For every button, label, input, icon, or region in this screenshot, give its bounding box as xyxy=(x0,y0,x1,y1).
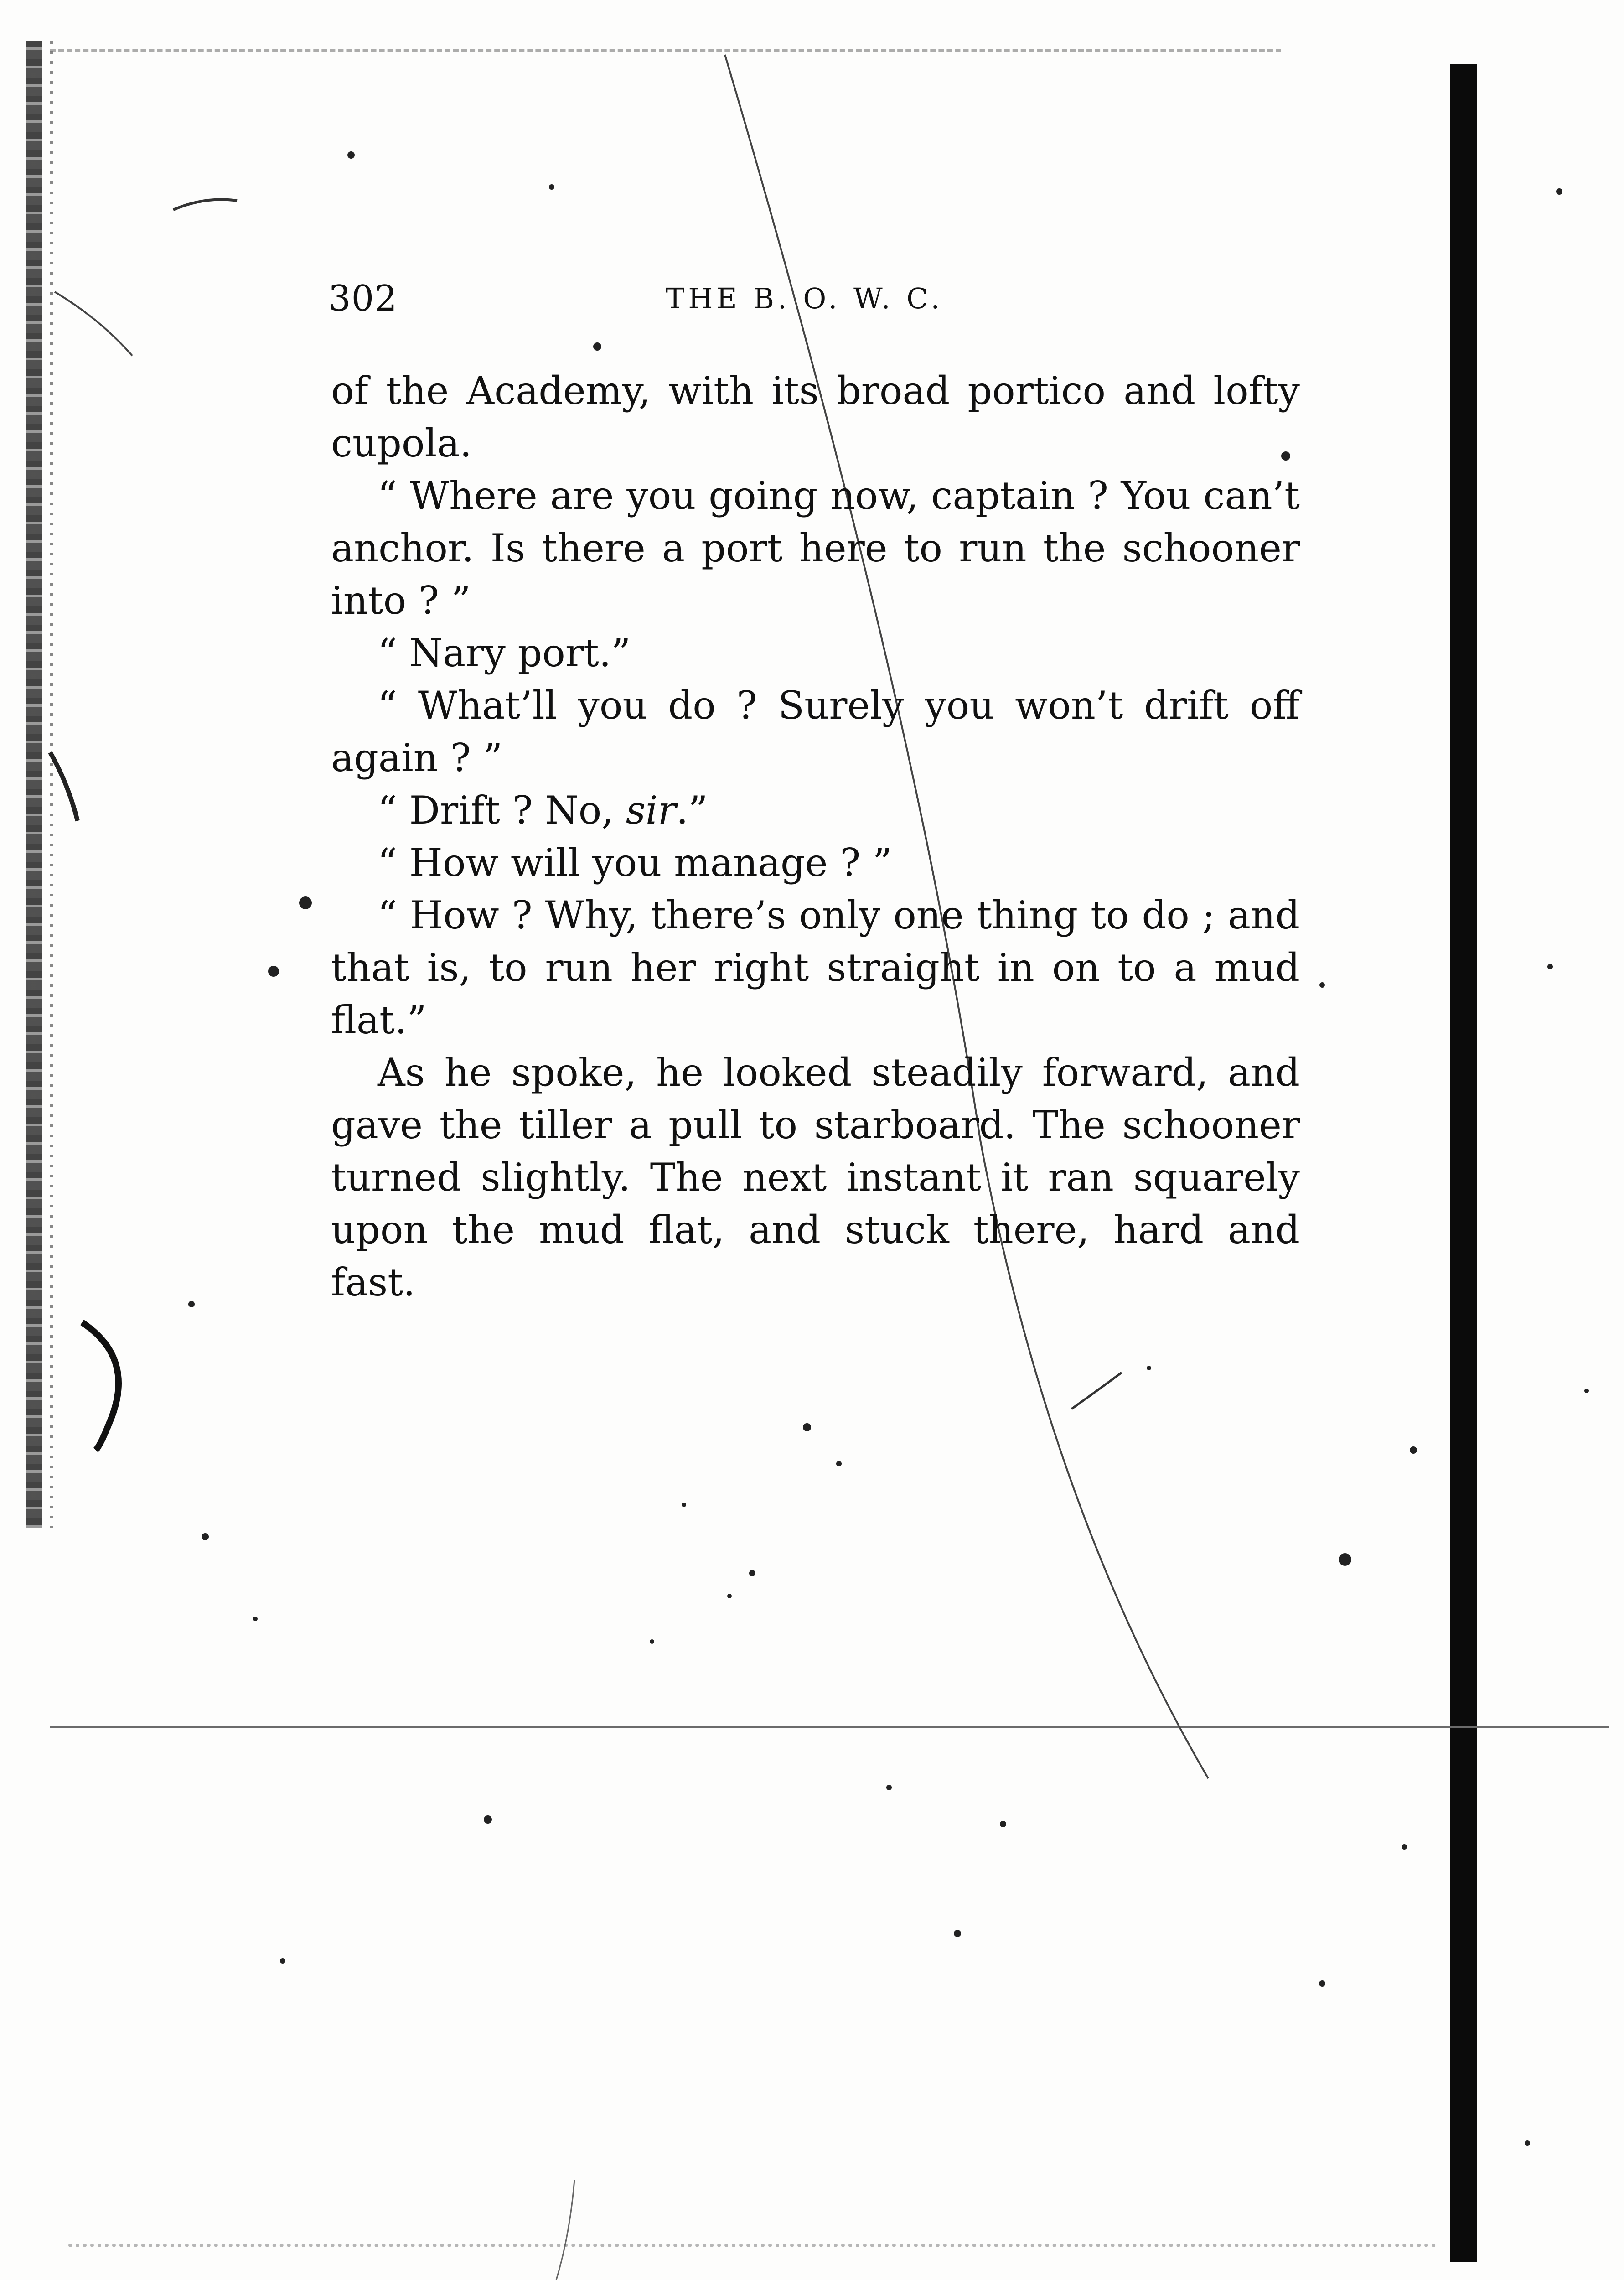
running-title: THE B. O. W. C. xyxy=(666,282,944,315)
paragraph: “ Where are you going now, captain ? You can’t anchor. Is there a port here to run the schooner into ? ” xyxy=(331,473,1300,623)
paragraph-italic: sir xyxy=(626,788,676,833)
running-header xyxy=(328,269,1295,328)
left-margin-stroke xyxy=(82,1322,119,1450)
paragraph: “ Nary port.” xyxy=(378,631,631,675)
paragraph-tail: .” xyxy=(676,788,708,833)
paragraph-text: “ Drift ? No, xyxy=(378,788,626,833)
paragraph: of the Academy, with its broad portico and lofty cupola. xyxy=(331,368,1300,466)
paragraph: “ How will you manage ? ” xyxy=(378,840,892,885)
paragraph: As he spoke, he looked steadily forward, and gave the tiller a pull to starboard. The schooner turned slightly. The next instant it ran squarely upon the mud flat, and stuck there, hard and fast. xyxy=(331,1050,1300,1305)
paragraph: “ How ? Why, there’s only one thing to do ; and that is, to run her right straight in on to a mud flat.” xyxy=(331,893,1300,1042)
paragraph xyxy=(331,784,1300,837)
page-number: 302 xyxy=(328,278,398,319)
body-text xyxy=(331,365,1300,1309)
paragraph: “ What’ll you do ? Surely you won’t drift off again ? ” xyxy=(331,683,1300,780)
